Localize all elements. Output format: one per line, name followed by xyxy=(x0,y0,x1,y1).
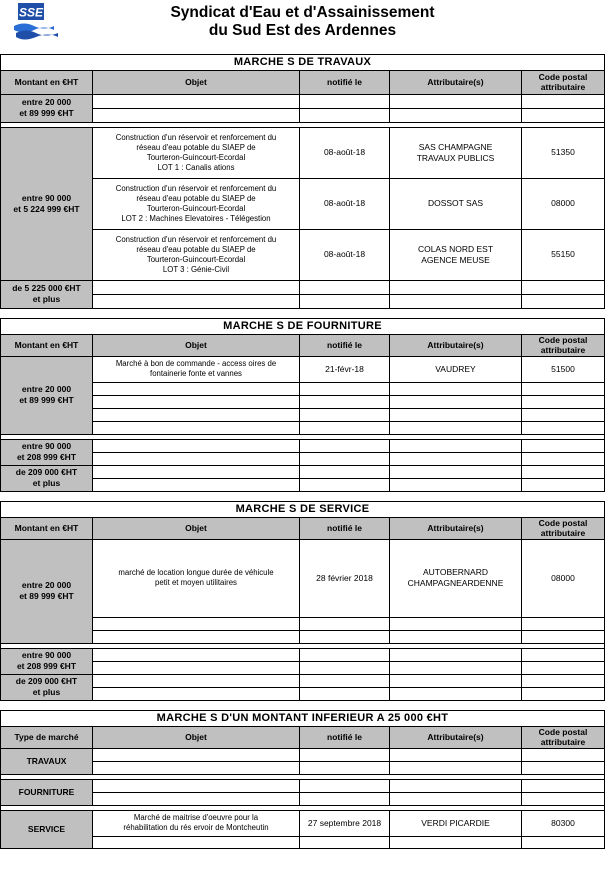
band-travaux-1: entre 20 000 et 89 999 €HT xyxy=(1,94,93,122)
band-service-1: entre 20 000 et 89 999 €HT xyxy=(1,539,93,643)
cp-cell: 08000 xyxy=(522,539,605,617)
band-travaux-2: entre 90 000 et 5 224 999 €HT xyxy=(1,127,93,280)
band-fourniture-2: entre 90 000 et 208 999 €HT xyxy=(1,439,93,465)
attributaire-cell: AUTOBERNARD CHAMPAGNEARDENNE xyxy=(390,539,522,617)
column-header-row xyxy=(1,70,605,94)
col-objet: Objet xyxy=(93,517,300,539)
attributaire-cell: COLAS NORD EST AGENCE MEUSE xyxy=(390,229,522,280)
attributaire-cell: VERDI PICARDIE xyxy=(390,810,522,836)
attributaire-cell: VAUDREY xyxy=(390,356,522,382)
col-attributaire: Attributaire(s) xyxy=(390,70,522,94)
type-travaux: TRAVAUX xyxy=(1,748,93,774)
cp-cell: 51500 xyxy=(522,356,605,382)
objet-cell: Construction d'un réservoir et renforcement du réseau d'eau potable du SIAEP de Tourteron-Guincourt-Ecordal LOT 2 : Machines Elevatoires - Télégestion xyxy=(93,178,300,229)
col-montant: Montant en €HT xyxy=(1,334,93,356)
marches-table xyxy=(0,44,605,849)
objet-cell: Construction d'un réservoir et renforcement du réseau d'eau potable du SIAEP de Tourteron-Guincourt-Ecordal LOT 3 : Génie-Civil xyxy=(93,229,300,280)
col-code-postal: Code postal attributaire xyxy=(522,517,605,539)
title-line-2: du Sud Est des Ardennes xyxy=(208,22,397,39)
col-notifie: notifié le xyxy=(300,334,390,356)
spreadsheet xyxy=(0,44,605,849)
col-notifie: notifié le xyxy=(300,517,390,539)
objet-cell: Construction d'un réservoir et renforcement du réseau d'eau potable du SIAEP de Tourteron-Guincourt-Ecordal LOT 1 : Canalis ations xyxy=(93,127,300,178)
type-fourniture: FOURNITURE xyxy=(1,779,93,805)
col-montant: Montant en €HT xyxy=(1,70,93,94)
logo-text: SSE xyxy=(18,5,44,20)
col-notifie: notifié le xyxy=(300,726,390,748)
table-row xyxy=(1,127,605,178)
objet-cell: Marché de maitrise d'oeuvre pour la réhabilitation du rés ervoir de Montcheutin xyxy=(93,810,300,836)
col-attributaire: Attributaire(s) xyxy=(390,334,522,356)
column-header-row xyxy=(1,334,605,356)
col-notifie: notifié le xyxy=(300,70,390,94)
col-code-postal: Code postal attributaire xyxy=(522,70,605,94)
section-title-inferieur: MARCHE S D'UN MONTANT INFERIEUR A 25 000 €HT xyxy=(1,710,605,726)
date-cell: 27 septembre 2018 xyxy=(300,810,390,836)
date-cell: 21-févr-18 xyxy=(300,356,390,382)
date-cell: 28 février 2018 xyxy=(300,539,390,617)
table-row xyxy=(1,539,605,617)
col-objet: Objet xyxy=(93,726,300,748)
section-title-fourniture: MARCHE S DE FOURNITURE xyxy=(1,318,605,334)
col-code-postal: Code postal attributaire xyxy=(522,334,605,356)
cp-cell: 55150 xyxy=(522,229,605,280)
date-cell: 08-août-18 xyxy=(300,229,390,280)
objet-cell: marché de location longue durée de véhicule petit et moyen utilitaires xyxy=(93,539,300,617)
table-row xyxy=(1,810,605,836)
col-type: Type de marché xyxy=(1,726,93,748)
date-cell: 08-août-18 xyxy=(300,178,390,229)
col-code-postal: Code postal attributaire xyxy=(522,726,605,748)
title-line-1: Syndicat d'Eau et d'Assainissement xyxy=(170,4,435,21)
col-attributaire: Attributaire(s) xyxy=(390,517,522,539)
band-service-3: de 209 000 €HT et plus xyxy=(1,674,93,700)
cp-cell: 08000 xyxy=(522,178,605,229)
col-attributaire: Attributaire(s) xyxy=(390,726,522,748)
cp-cell: 80300 xyxy=(522,810,605,836)
objet-cell: Marché à bon de commande - access oires de fontainerie fonte et vannes xyxy=(93,356,300,382)
col-objet: Objet xyxy=(93,70,300,94)
attributaire-cell: SAS CHAMPAGNE TRAVAUX PUBLICS xyxy=(390,127,522,178)
cp-cell: 51350 xyxy=(522,127,605,178)
band-fourniture-3: de 209 000 €HT et plus xyxy=(1,465,93,491)
type-service: SERVICE xyxy=(1,810,93,848)
date-cell: 08-août-18 xyxy=(300,127,390,178)
band-service-2: entre 90 000 et 208 999 €HT xyxy=(1,648,93,674)
document-title xyxy=(60,4,545,40)
attributaire-cell: DOSSOT SAS xyxy=(390,178,522,229)
col-montant: Montant en €HT xyxy=(1,517,93,539)
column-header-row xyxy=(1,726,605,748)
section-title-travaux: MARCHE S DE TRAVAUX xyxy=(1,54,605,70)
band-fourniture-1: entre 20 000 et 89 999 €HT xyxy=(1,356,93,434)
band-travaux-3: de 5 225 000 €HT et plus xyxy=(1,280,93,308)
table-row xyxy=(1,356,605,382)
column-header-row xyxy=(1,517,605,539)
section-title-service: MARCHE S DE SERVICE xyxy=(1,501,605,517)
document-header xyxy=(0,0,605,44)
sse-logo xyxy=(12,2,60,42)
col-objet: Objet xyxy=(93,334,300,356)
